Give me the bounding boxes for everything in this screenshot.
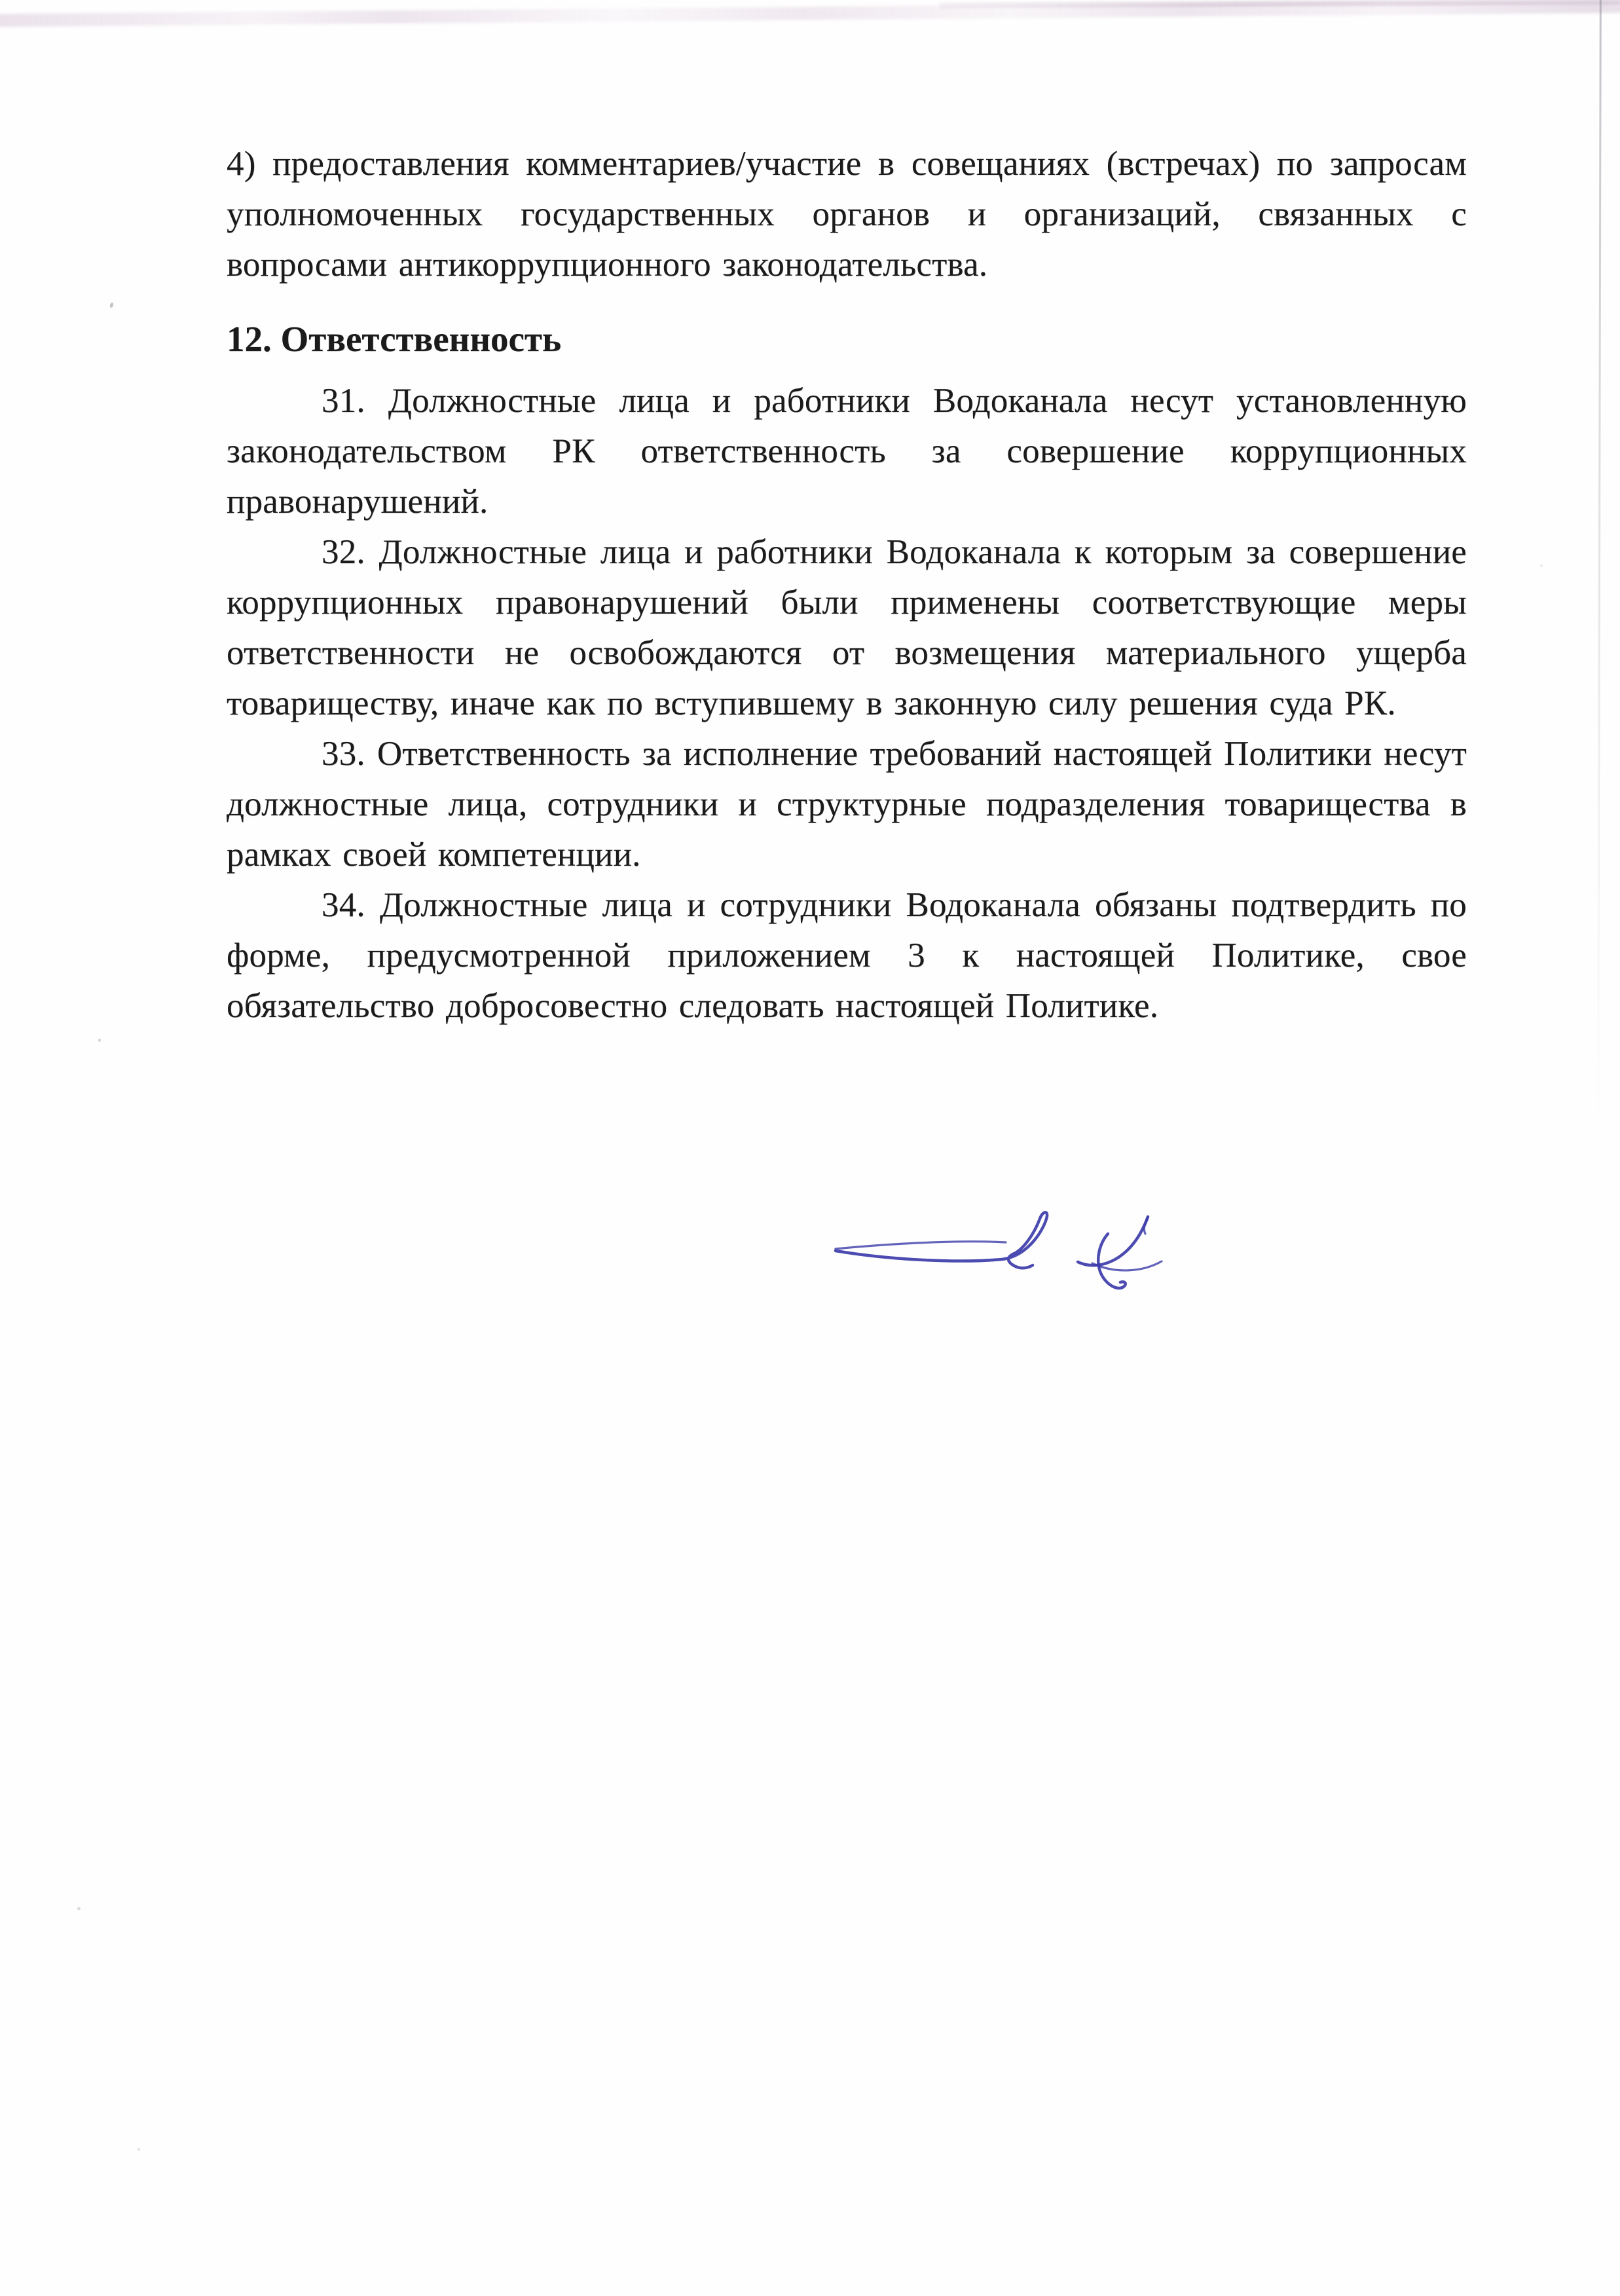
signature-stroke	[836, 1242, 1006, 1249]
scan-edge-line-right	[1597, 0, 1602, 1143]
scan-speck	[77, 1907, 81, 1910]
paragraph-item-4: 4) предоставления комментариев/участие в совещаниях (встречах) по запросам уполномоченных государственных органов и организаций, связанных с вопросами антикоррупционного законодательства.	[227, 145, 1467, 284]
document-text-block	[227, 139, 1467, 1031]
scan-speck	[109, 302, 114, 308]
section-heading-12: 12. Ответственность	[227, 319, 562, 359]
signature-stroke	[836, 1212, 1047, 1268]
handwritten-signature	[819, 1198, 1185, 1316]
paragraph-32: 32. Должностные лица и работники Водоканала к которым за совершение коррупционных правонарушений были применены соответствующие меры ответственности не освобождаются от возмещения материального ущерба товариществу, иначе как по вступившему в законную силу решения суда РК.	[227, 533, 1467, 722]
paragraph-33: 33. Ответственность за исполнение требований настоящей Политики несут должностные лица, сотрудники и структурные подразделения товарищества в рамках своей компетенции.	[227, 735, 1467, 874]
scan-speck	[138, 2148, 140, 2151]
scan-speck	[1540, 565, 1543, 567]
paragraph-34: 34. Должностные лица и сотрудники Водоканала обязаны подтвердить по форме, предусмотренной приложением 3 к настоящей Политике, свое обязательство добросовестно следовать настоящей Политике.	[227, 886, 1467, 1025]
paragraph-31: 31. Должностные лица и работники Водоканала несут установленную законодательством РК ответственность за совершение коррупционных правонарушений.	[227, 382, 1467, 521]
scan-speck	[98, 1039, 101, 1042]
signature-stroke	[1078, 1217, 1148, 1265]
